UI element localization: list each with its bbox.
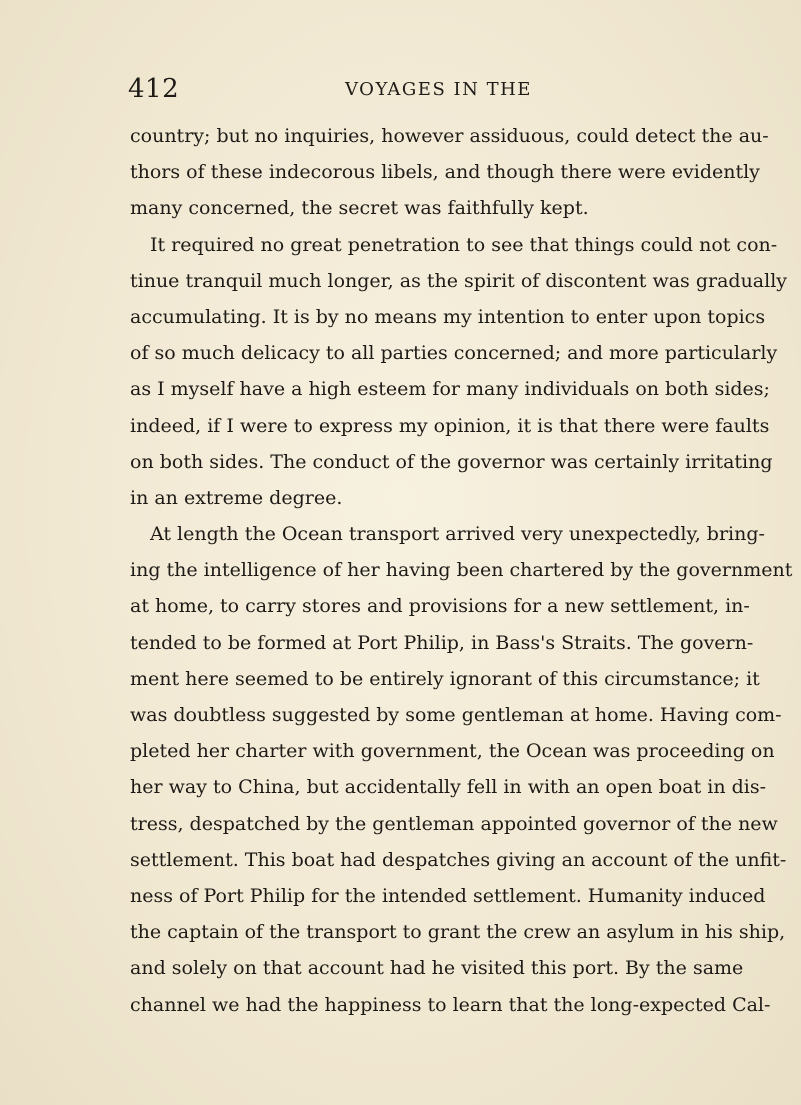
text-line: tended to be formed at Port Philip, in Bass's Straits. The govern- <box>130 631 754 654</box>
text-line: on both sides. The conduct of the governor was certainly irritating <box>130 450 773 473</box>
text-line: pleted her charter with government, the Ocean was proceeding on <box>130 740 775 763</box>
text-line: ment here seemed to be entirely ignorant of this circumstance; it <box>130 667 760 690</box>
text-line: country; but no inquiries, however assiduous, could detect the au- <box>130 125 769 147</box>
text-line: as I myself have a high esteem for many individuals on both sides; <box>130 378 770 401</box>
page-number: 412 <box>128 74 180 104</box>
text-line: thors of these indecorous libels, and though there were evidently <box>130 161 760 184</box>
text-line: ness of Port Philip for the intended settlement. Humanity induced <box>130 884 766 907</box>
page-header <box>0 74 801 110</box>
body-text <box>130 118 793 1023</box>
text-line: tinue tranquil much longer, as the spirit of discontent was gradually <box>130 269 788 292</box>
text-line: channel we had the happiness to learn that the long-expected Cal- <box>130 993 771 1016</box>
text-line: at home, to carry stores and provisions for a new settlement, in- <box>130 595 750 618</box>
text-line: At length the Ocean transport arrived very unexpectedly, bring- <box>150 523 765 546</box>
running-head: VOYAGES IN THE <box>345 79 532 100</box>
text-line: indeed, if I were to express my opinion, it is that there were faults <box>130 414 770 437</box>
text-line: It required no great penetration to see that things could not con- <box>150 233 778 256</box>
text-line: was doubtless suggested by some gentleman at home. Having com- <box>130 704 782 726</box>
text-line: tress, despatched by the gentleman appointed governor of the new <box>130 812 778 835</box>
text-line: and solely on that account had he visited this port. By the same <box>130 957 744 980</box>
text-line: in an extreme degree. <box>130 486 343 509</box>
text-line: her way to China, but accidentally fell in with an open boat in dis- <box>130 776 767 799</box>
text-line: ing the intelligence of her having been chartered by the government <box>130 559 793 582</box>
text-line: settlement. This boat had despatches giving an account of the unfit- <box>130 848 787 871</box>
text-line: of so much delicacy to all parties concerned; and more particularly <box>130 342 778 365</box>
text-line: the captain of the transport to grant the crew an asylum in his ship, <box>130 921 786 944</box>
text-line: many concerned, the secret was faithfully kept. <box>130 197 589 220</box>
text-line: accumulating. It is by no means my intention to enter upon topics <box>130 305 766 328</box>
